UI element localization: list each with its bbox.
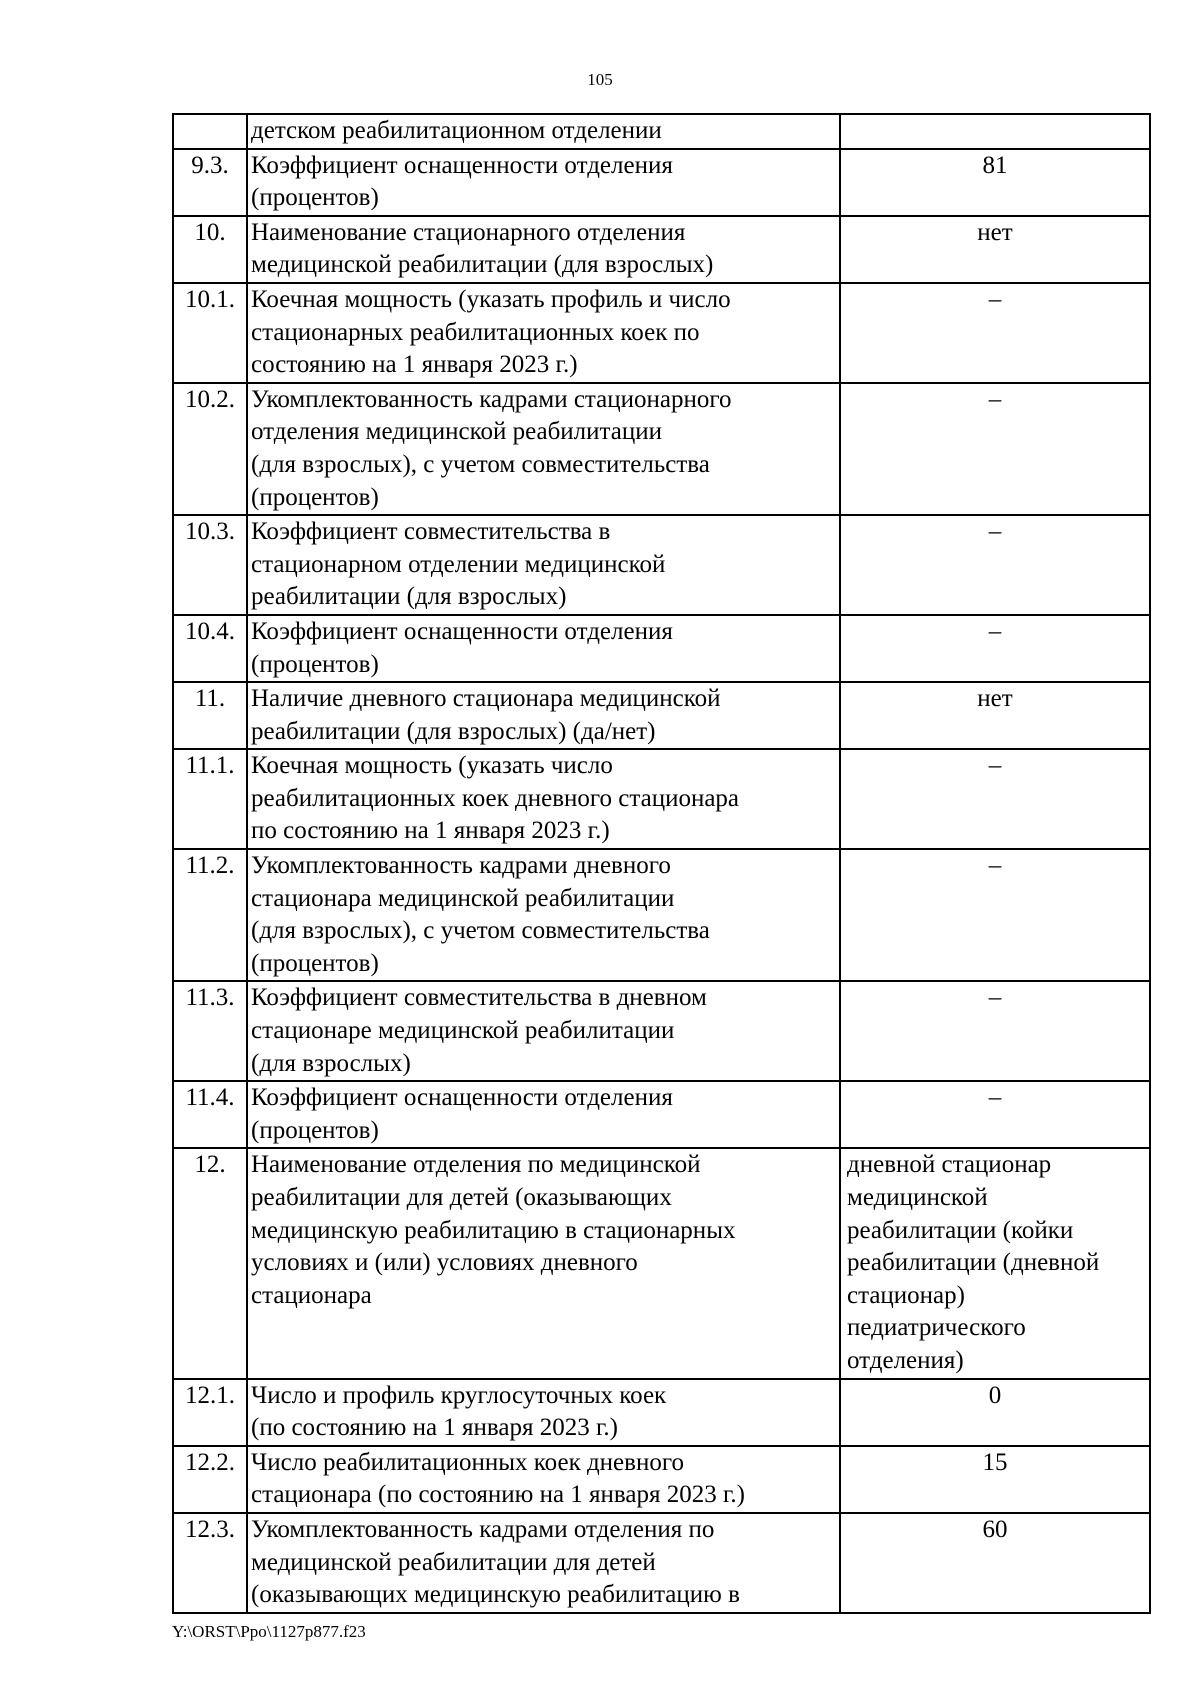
row-number: 10.2. xyxy=(185,385,235,413)
row-name-line: (оказывающих медицинскую реабилитацию в xyxy=(251,1581,740,1609)
row-value-line: – xyxy=(988,617,1002,645)
row-name-cell xyxy=(247,1379,840,1446)
row-name-line: реабилитации (для взрослых) xyxy=(251,583,567,611)
row-number-cell xyxy=(173,1148,247,1378)
row-number: 10.1. xyxy=(185,285,235,313)
row-name-cell xyxy=(247,1148,840,1378)
row-name-line: (процентов) xyxy=(251,184,379,212)
row-value-line: – xyxy=(988,752,1002,780)
row-value-cell xyxy=(840,682,1150,749)
row-number-cell xyxy=(173,1081,247,1148)
row-name-line: Коэффициент оснащенности отделения xyxy=(251,617,673,645)
row-number-cell xyxy=(173,383,247,515)
row-name-line: (для взрослых), с учетом совместительства xyxy=(251,450,710,478)
row-name-cell xyxy=(247,981,840,1081)
row-name-line: Коечная мощность (указать профиль и число xyxy=(251,285,731,313)
table-row xyxy=(173,1513,1150,1613)
table-body xyxy=(173,114,1150,1613)
row-value-line: педиатрического xyxy=(847,1314,1026,1342)
row-value-line: 60 xyxy=(982,1515,1008,1543)
row-value-line: дневной стационар xyxy=(847,1151,1052,1179)
row-value-line: стационар) xyxy=(847,1281,965,1309)
row-name-line: медицинскую реабилитацию в стационарных xyxy=(251,1216,736,1244)
table-row xyxy=(173,1446,1150,1513)
table-row xyxy=(173,749,1150,849)
row-name-line: (процентов) xyxy=(251,949,379,977)
row-value-line: нет xyxy=(977,685,1013,713)
table-row xyxy=(173,1379,1150,1446)
row-name-line: Коэффициент совместительства в xyxy=(251,518,611,546)
row-number: 9.3. xyxy=(191,151,229,179)
row-number-cell xyxy=(173,1446,247,1513)
row-value-cell xyxy=(840,216,1150,283)
row-value-cell xyxy=(840,149,1150,216)
row-name-cell xyxy=(247,849,840,981)
row-name-line: Коэффициент оснащенности отделения xyxy=(251,1084,673,1112)
row-name-line: стационара (по состоянию на 1 января 2023 г.) xyxy=(251,1481,746,1509)
table-row xyxy=(173,1148,1150,1378)
row-number-cell xyxy=(173,515,247,615)
row-name-line: Число и профиль круглосуточных коек xyxy=(251,1381,667,1409)
row-value-cell xyxy=(840,1148,1150,1378)
row-name-line: (для взрослых), с учетом совместительства xyxy=(251,917,710,945)
row-name-cell xyxy=(247,615,840,682)
row-number: 10.4. xyxy=(185,617,235,645)
row-number-cell xyxy=(173,981,247,1081)
row-number: 12.1. xyxy=(185,1381,235,1409)
row-name-line: Коечная мощность (указать число xyxy=(251,752,613,780)
row-value-cell xyxy=(840,383,1150,515)
row-name-cell xyxy=(247,682,840,749)
row-name-cell xyxy=(247,383,840,515)
row-name-cell xyxy=(247,149,840,216)
row-name-line: (для взрослых) xyxy=(251,1049,411,1077)
row-name-line: детском реабилитационном отделении xyxy=(251,117,662,144)
table-row xyxy=(173,114,1150,149)
row-name-cell xyxy=(247,1446,840,1513)
row-value-line: – xyxy=(988,385,1002,413)
row-name-line: Коэффициент оснащенности отделения xyxy=(251,151,673,179)
row-value-line: – xyxy=(988,518,1002,546)
row-value-line: реабилитации (койки xyxy=(847,1216,1074,1244)
table-row xyxy=(173,149,1150,216)
row-name-line: отделения медицинской реабилитации xyxy=(251,418,662,446)
row-name-cell xyxy=(247,1513,840,1613)
row-number-cell xyxy=(173,1379,247,1446)
row-name-line: Наименование отделения по медицинской xyxy=(251,1151,701,1179)
row-name-cell xyxy=(247,283,840,383)
row-value-line: реабилитации (дневной xyxy=(847,1249,1100,1277)
row-value-line: 81 xyxy=(982,151,1008,179)
row-value-line: 15 xyxy=(982,1448,1008,1476)
row-name-cell xyxy=(247,114,840,149)
row-value-line: – xyxy=(988,1084,1002,1112)
row-name-line: Число реабилитационных коек дневного xyxy=(251,1448,684,1476)
row-number: 11.4. xyxy=(185,1084,235,1112)
row-value-cell xyxy=(840,515,1150,615)
row-name-line: стационарных реабилитационных коек по xyxy=(251,318,700,346)
row-name-line: медицинской реабилитации (для взрослых) xyxy=(251,251,714,279)
row-name-line: по состоянию на 1 января 2023 г.) xyxy=(251,817,610,845)
row-value-line: – xyxy=(988,852,1002,880)
row-name-cell xyxy=(247,749,840,849)
row-number: 12.3. xyxy=(185,1515,235,1543)
row-number-cell xyxy=(173,216,247,283)
row-name-line: реабилитационных коек дневного стационара xyxy=(251,784,740,812)
row-value-cell xyxy=(840,749,1150,849)
row-value-cell xyxy=(840,1379,1150,1446)
row-number-cell xyxy=(173,615,247,682)
row-value-line: – xyxy=(988,984,1002,1012)
table-row xyxy=(173,615,1150,682)
page-number: 105 xyxy=(587,70,613,89)
row-name-line: реабилитации (для взрослых) (да/нет) xyxy=(251,717,656,745)
row-number: 11.1. xyxy=(185,752,235,780)
row-name-cell xyxy=(247,515,840,615)
table-row xyxy=(173,1081,1150,1148)
row-name-cell xyxy=(247,1081,840,1148)
row-name-line: стационарном отделении медицинской xyxy=(251,550,666,578)
data-table xyxy=(172,113,1151,1614)
row-value-cell xyxy=(840,1081,1150,1148)
row-name-line: реабилитации для детей (оказывающих xyxy=(251,1184,672,1211)
row-name-line: (процентов) xyxy=(251,1116,379,1144)
row-name-line: медицинской реабилитации для детей xyxy=(251,1548,656,1576)
row-value-line: отделения) xyxy=(847,1346,964,1374)
row-name-line: (процентов) xyxy=(251,650,379,678)
row-name-line: Наличие дневного стационара медицинской xyxy=(251,685,721,713)
row-name-line: состоянию на 1 января 2023 г.) xyxy=(251,351,578,379)
row-name-line: Укомплектованность кадрами дневного xyxy=(251,852,671,880)
row-number: 12.2. xyxy=(185,1448,235,1476)
table-row xyxy=(173,682,1150,749)
row-number: 11. xyxy=(194,685,226,713)
row-name-line: Коэффициент совместительства в дневном xyxy=(251,984,707,1012)
table-row xyxy=(173,383,1150,515)
row-name-line: Наименование стационарного отделения xyxy=(251,218,686,246)
row-number: 10.3. xyxy=(185,518,235,546)
row-number-cell xyxy=(173,849,247,981)
row-name-line: стационара медицинской реабилитации xyxy=(251,884,675,912)
row-value-line: медицинской xyxy=(847,1184,988,1211)
row-name-line: Укомплектованность кадрами стационарного xyxy=(251,385,732,413)
row-number-cell xyxy=(173,749,247,849)
row-number-cell xyxy=(173,149,247,216)
row-name-line: (процентов) xyxy=(251,483,379,511)
row-number: 11.2. xyxy=(185,852,235,880)
row-name-line: Укомплектованность кадрами отделения по xyxy=(251,1515,715,1543)
table-row xyxy=(173,515,1150,615)
row-value-cell xyxy=(840,283,1150,383)
row-name-line: условиях и (или) условиях дневного xyxy=(251,1249,638,1277)
table-row xyxy=(173,849,1150,981)
row-number-cell xyxy=(173,682,247,749)
row-value-line: – xyxy=(988,285,1002,313)
row-name-cell xyxy=(247,216,840,283)
row-number-cell xyxy=(173,114,247,149)
row-value-line: 0 xyxy=(988,1381,1002,1409)
table-row xyxy=(173,981,1150,1081)
row-value-cell xyxy=(840,114,1150,149)
row-value-cell xyxy=(840,1446,1150,1513)
row-number-cell xyxy=(173,1513,247,1613)
row-value-cell xyxy=(840,1513,1150,1613)
footer-file-path: Y:\ORST\Ppo\1127p877.f23 xyxy=(172,1622,366,1641)
table-row xyxy=(173,283,1150,383)
row-number: 12. xyxy=(194,1151,226,1179)
row-value-cell xyxy=(840,615,1150,682)
table-row xyxy=(173,216,1150,283)
row-number: 10. xyxy=(194,218,226,246)
row-number-cell xyxy=(173,283,247,383)
row-name-line: стационаре медицинской реабилитации xyxy=(251,1017,675,1045)
row-name-line: стационара xyxy=(251,1281,372,1309)
row-name-line: (по состоянию на 1 января 2023 г.) xyxy=(251,1414,619,1442)
row-value-cell xyxy=(840,981,1150,1081)
row-value-line: нет xyxy=(977,218,1013,246)
row-number: 11.3. xyxy=(185,984,235,1012)
row-value-cell xyxy=(840,849,1150,981)
